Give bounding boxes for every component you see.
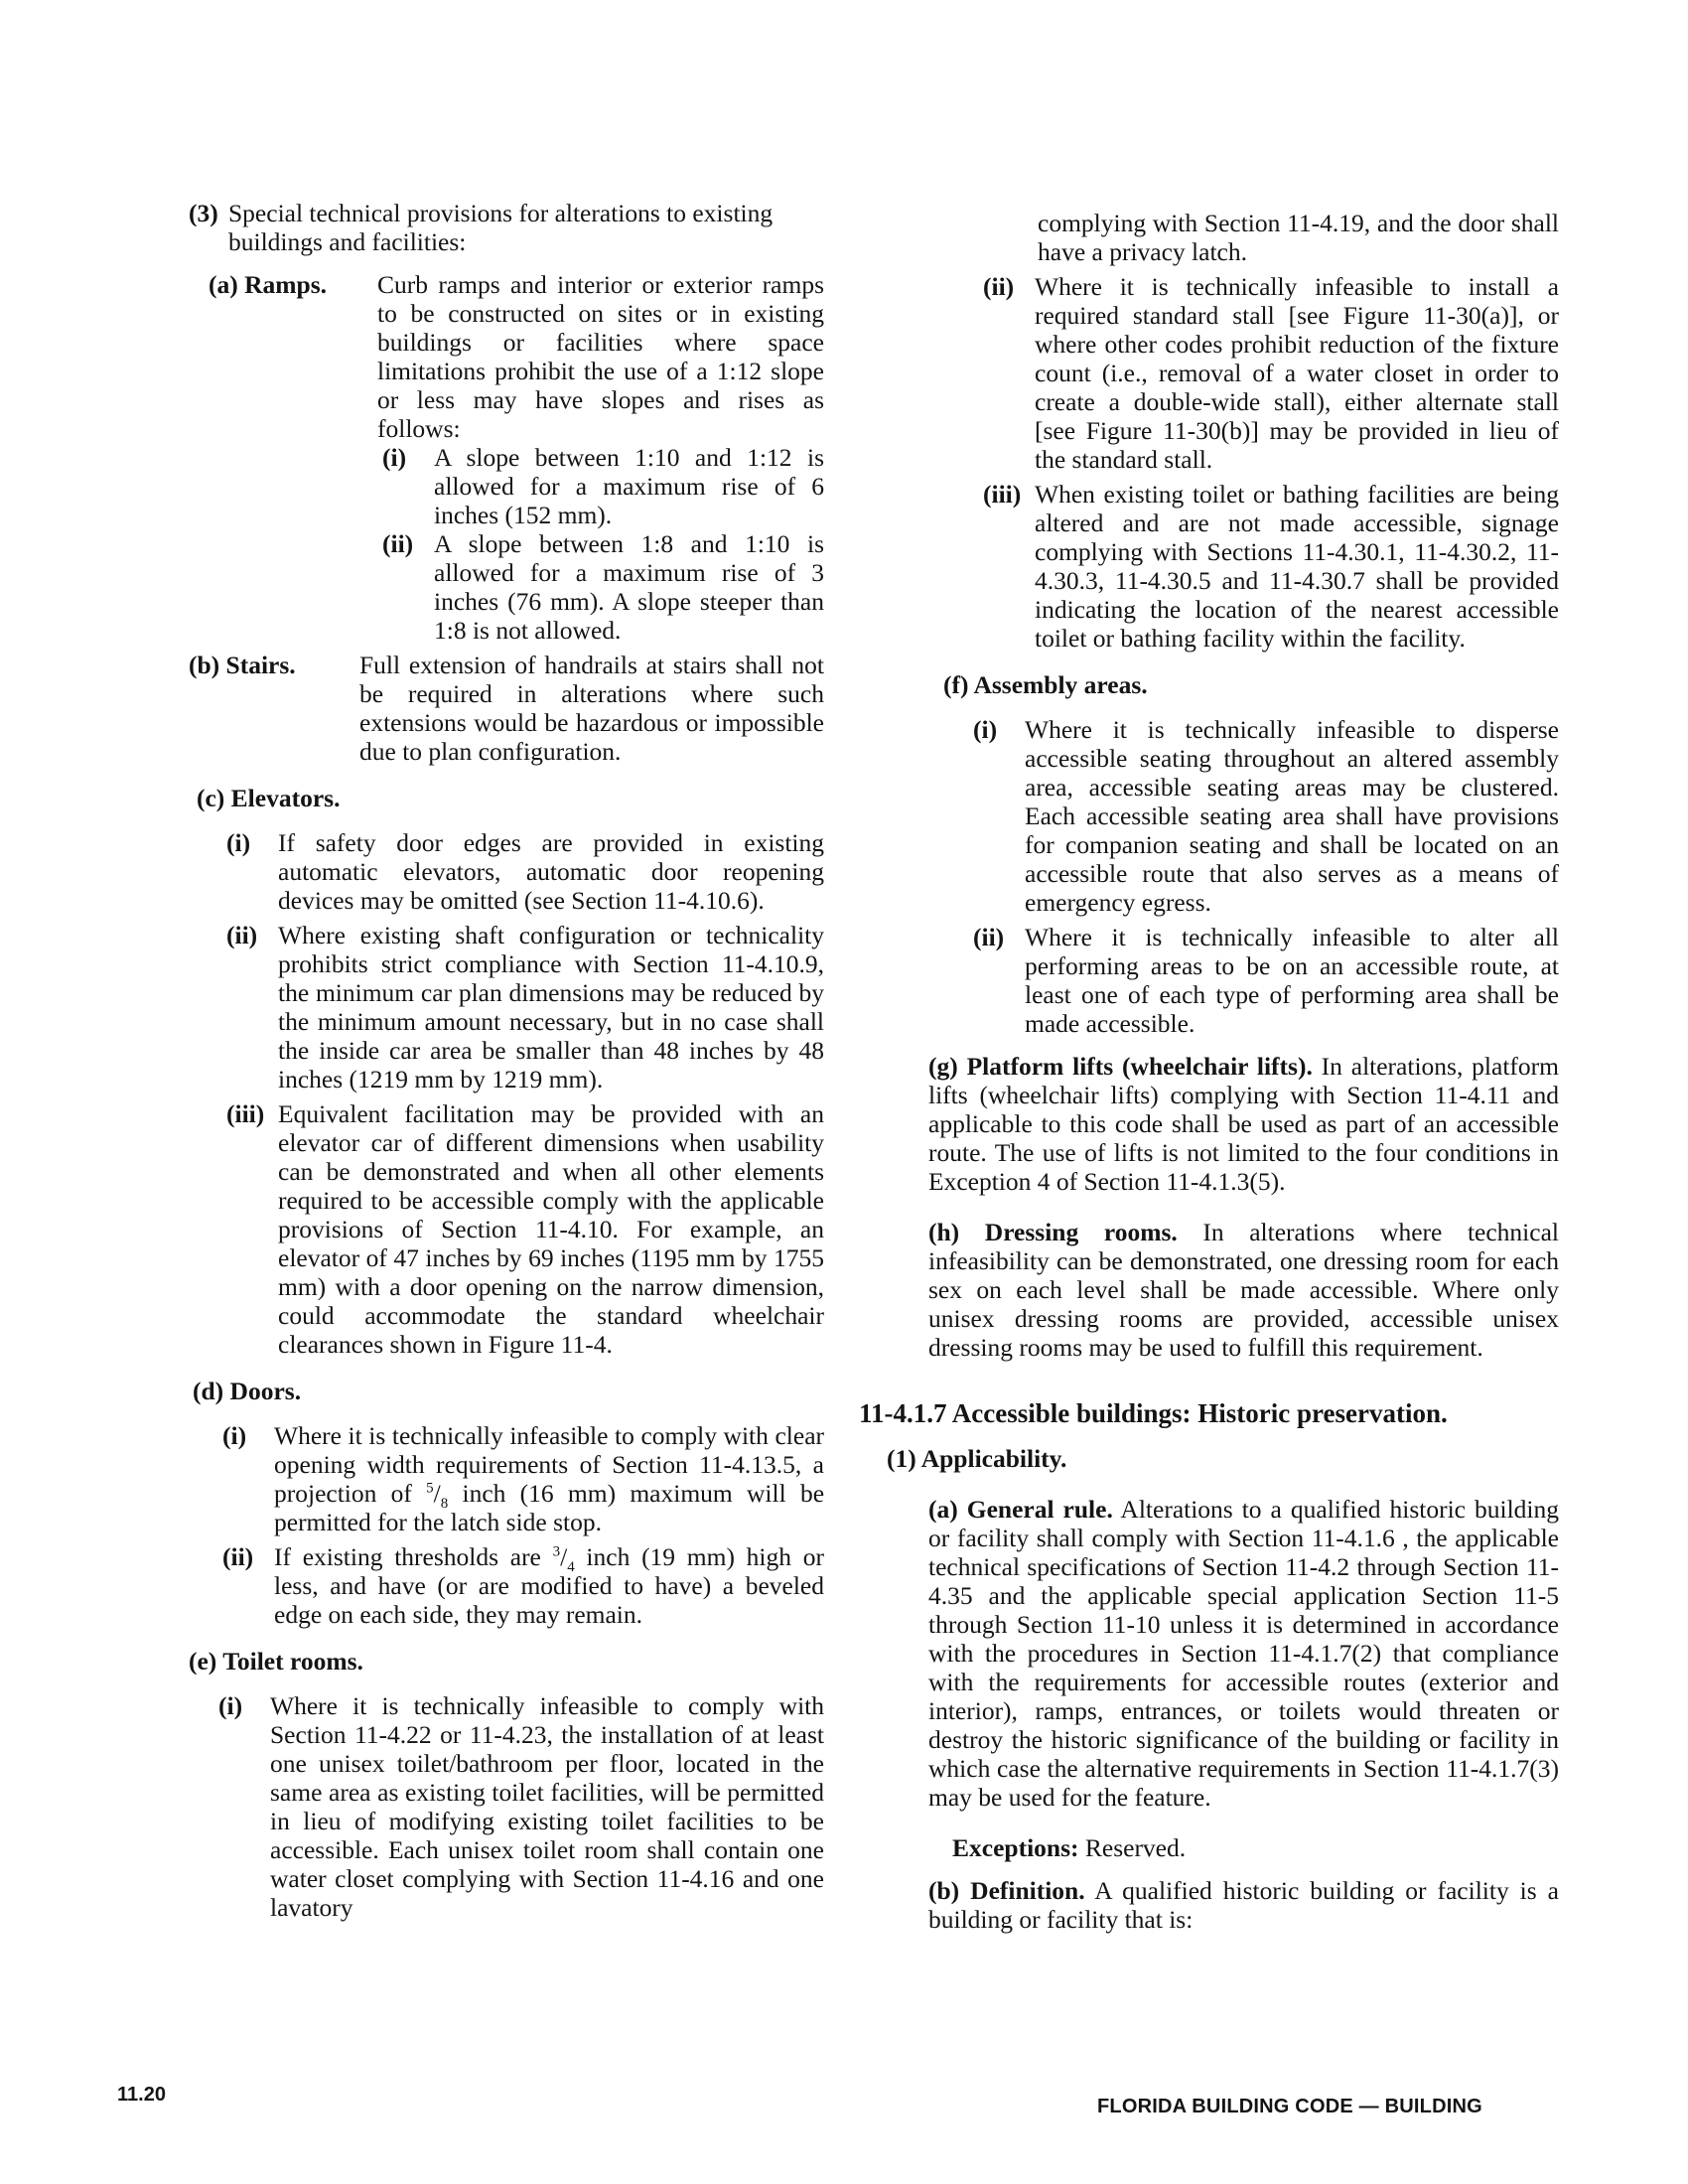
toilet-rooms-item: [218, 1691, 824, 1922]
toilet-rooms-item: [983, 272, 1559, 474]
definition-label: (b) Definition.: [928, 1876, 1085, 1905]
general-rule-text: Alterations to a qualified historic building or facility shall comply with Section 11-4.1.6 , the applicable technical specifications of Section 11-4.2 through Section 11-4.35 and the applicable special application Section 11-5 through Section 11-10 unless it is determined in accordance with the procedures in Section 11-4.1.7(2) that compliance with the requirements for accessible routes (exterior and interior), ramps, entrances, or toilets would threaten or destroy the historic significance of the building or facility in which case the alternative requirements in Section 11-4.1.7(3) may be used for the feature.: [928, 1495, 1559, 1812]
ramps-item-text: A slope between 1:8 and 1:10 is allowed for a maximum rise of 3 inches (76 mm). A slope steeper than 1:8 is not allowed.: [434, 529, 824, 645]
ramps-item-label: (ii): [382, 529, 414, 558]
elevators-item-text: Equivalent facilitation may be provided with an elevator car of different dimensions when usability can be demonstrated and when all other elements required to be accessible comply with the applicable provisions of Section 11-4.10. For example, an elevator of 47 inches by 69 inches (1195 mm by 1755 mm) with a door opening on the narrow dimension, could accommodate the standard wheelchair clearances shown in Figure 11-4.: [278, 1099, 824, 1359]
toilet-rooms-item: [983, 480, 1559, 653]
stairs-text: Full extension of handrails at stairs shall not be required in alterations where such extensions would be hazardous or impossible due to plan configuration.: [359, 651, 824, 766]
running-title: FLORIDA BUILDING CODE — BUILDING: [1097, 2096, 1482, 2117]
assembly-areas-item-text: Where it is technically infeasible to disperse accessible seating throughout an altered assembly area, accessible seating areas may be clustered. Each accessible seating area shall have provisions for companion seating and shall be located on an accessible route that also serves as a means of emergency egress.: [1025, 715, 1559, 917]
doors-item-label: (i): [222, 1421, 247, 1450]
doors-items: [222, 1421, 824, 1629]
elevators-item: [226, 828, 824, 915]
elevators-item-label: (i): [226, 828, 251, 857]
toilet-rooms-item-text: When existing toilet or bathing facilities are being altered and are not made accessible, signage complying with Sections 11-4.30.1, 11-4.30.2, 11-4.30.3, 11-4.30.5 and 11-4.30.7 shall be provided indicating the location of the nearest accessible toilet or bathing facility within the facility.: [1035, 480, 1559, 653]
toilet-rooms-item-label: (i): [218, 1691, 243, 1720]
ramps-label: (a) Ramps.: [209, 270, 327, 299]
provision-3-text: Special technical provisions for alterations to existing buildings and facilities:: [228, 199, 774, 256]
toilet-continued-text: complying with Section 11-4.19, and the door shall have a privacy latch.: [1038, 209, 1559, 266]
toilet-rooms-item-label: (ii): [983, 272, 1015, 301]
elevators-item: [226, 921, 824, 1093]
ramps-provision: [209, 270, 824, 443]
assembly-areas-item-text: Where it is technically infeasible to alter all performing areas to be on an accessible route, at least one of each type of performing area shall be made accessible.: [1025, 923, 1559, 1038]
elevators-item-text: Where existing shaft configuration or technicality prohibits strict compliance with Section 11-4.10.9, the minimum car plan dimensions may be reduced by the minimum amount necessary, but in no case shall the inside car area be smaller than 48 inches by 48 inches (1219 mm by 1219 mm).: [278, 921, 824, 1093]
right-column: [859, 209, 1559, 1934]
elevators-item: [226, 1099, 824, 1359]
elevators-item-text: If safety door edges are provided in existing automatic elevators, automatic door reopening devices may be omitted (see Section 11-4.10.6).: [278, 828, 824, 915]
doors-item-text: If existing thresholds are $^3/_4$ inch (19 mm) high or less, and have (or are modified to have) a beveled edge on each side, they may remain.: [274, 1542, 824, 1629]
elevators-item-label: (iii): [226, 1099, 265, 1128]
doors-item: [222, 1542, 824, 1629]
provision-3-label: (3): [189, 199, 218, 227]
ramps-items: [382, 443, 824, 645]
doors-item: [222, 1421, 824, 1536]
ramps-item: [382, 529, 824, 645]
toilet-rooms-item-text: Where it is technically infeasible to comply with Section 11-4.22 or 11-4.23, the installation of at least one unisex toilet/bathroom per floor, located in the same area as existing toilet facilities, will be permitted in lieu of modifying existing toilet facilities to be accessible. Each unisex toilet room shall contain one water closet complying with Section 11-4.16 and one lavatory: [270, 1691, 824, 1922]
stairs-label: (b) Stairs.: [189, 651, 296, 679]
general-rule-label: (a) General rule.: [928, 1495, 1113, 1524]
exceptions-label: Exceptions:: [952, 1833, 1079, 1862]
elevators-items: [226, 828, 824, 1359]
page-number: 11.20: [117, 2084, 166, 2106]
doors-item-text: Where it is technically infeasible to comply with clear opening width requirements of Section 11-4.13.5, a projection of $^5/_8$ inch (16 mm) maximum will be permitted for the latch side stop.: [274, 1421, 825, 1536]
general-rule-provision: [928, 1495, 1559, 1812]
exceptions-note: [952, 1833, 1559, 1862]
dressing-rooms-provision: [928, 1218, 1559, 1362]
ramps-item: [382, 443, 824, 529]
doors-heading: (d) Doors.: [193, 1377, 302, 1405]
ramps-item-label: (i): [382, 443, 407, 472]
assembly-areas-item-label: (i): [973, 715, 998, 744]
ramps-item-text: A slope between 1:10 and 1:12 is allowed for a maximum rise of 6 inches (152 mm).: [434, 443, 824, 529]
dressing-rooms-label: (h) Dressing rooms.: [928, 1218, 1178, 1246]
elevators-item-label: (ii): [226, 921, 258, 949]
exceptions-text: Reserved.: [1084, 1833, 1187, 1862]
toilet-rooms-item-text: Where it is technically infeasible to install a required standard stall [see Figure 11-30(a)], or where other codes prohibit reduction of the fixture count (i.e., removal of a water closet in order to create a double-wide stall), either alternate stall [see Figure 11-30(b)] may be provided in lieu of the standard stall.: [1035, 272, 1559, 474]
ramps-text: Curb ramps and interior or exterior ramps to be constructed on sites or in existing buildings or facilities where space limitations prohibit the use of a 1:12 slope or less may have slopes and rises as follows:: [377, 270, 824, 443]
elevators-heading: (c) Elevators.: [197, 784, 341, 812]
toilet-rooms-items-continued: [983, 272, 1559, 653]
toilet-rooms-items: [218, 1691, 824, 1922]
toilet-rooms-heading: (e) Toilet rooms.: [189, 1647, 363, 1675]
definition-text: A qualified historic building or facility is a building or facility that is:: [928, 1876, 1559, 1934]
section-heading-11-4-1-7: 11-4.1.7 Accessible buildings: Historic preservation.: [859, 1398, 1448, 1428]
assembly-areas-item-label: (ii): [973, 923, 1005, 951]
platform-lifts-label: (g) Platform lifts (wheelchair lifts).: [928, 1052, 1313, 1081]
definition-provision: [928, 1876, 1559, 1934]
assembly-areas-item: [973, 715, 1559, 917]
left-column: [189, 199, 824, 1922]
dressing-rooms-text: In alterations where technical infeasibility can be demonstrated, one dressing room for each sex on each level shall be made accessible. Where only unisex dressing rooms are provided, accessible unisex dressing rooms may be used to fulfill this requirement.: [928, 1218, 1559, 1362]
toilet-rooms-item-label: (iii): [983, 480, 1022, 509]
assembly-areas-heading: (f) Assembly areas.: [943, 670, 1148, 699]
doors-item-label: (ii): [222, 1542, 254, 1571]
assembly-areas-items: [973, 715, 1559, 1038]
provision-3: [189, 199, 824, 256]
platform-lifts-provision: [928, 1052, 1559, 1196]
platform-lifts-text: In alterations, platform lifts (wheelchair lifts) complying with Section 11-4.11 and applicable to this code shall be used as part of an accessible route. The use of lifts is not limited to the four conditions in Exception 4 of Section 11-4.1.3(5).: [928, 1052, 1559, 1196]
applicability-heading: (1) Applicability.: [887, 1444, 1067, 1473]
stairs-provision: [189, 651, 824, 766]
assembly-areas-item: [973, 923, 1559, 1038]
